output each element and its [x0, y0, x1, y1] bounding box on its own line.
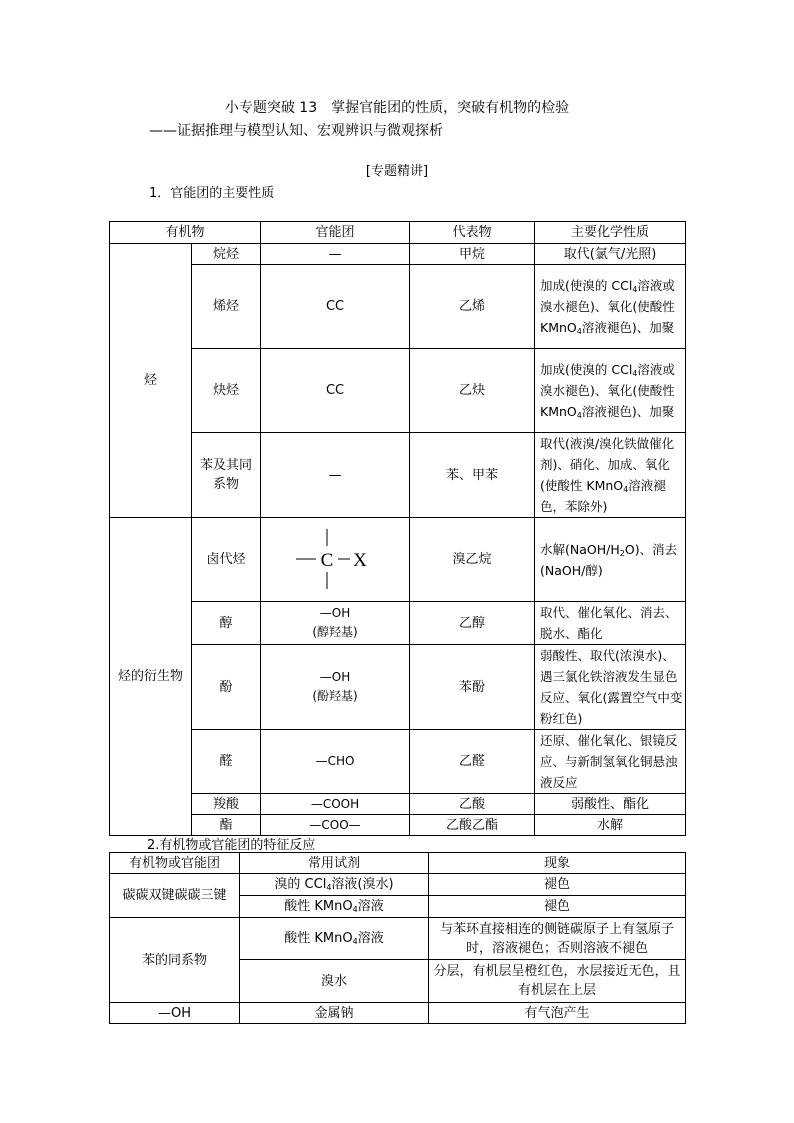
class-cell: 酯 [192, 815, 261, 836]
group-cell: —CHO [261, 730, 410, 794]
rep-cell: 溴乙烷 [410, 518, 535, 602]
props-cell: 取代(氯气/光照) [535, 244, 686, 265]
phenom-cell: 与苯环直接相连的侧链碳原子上有氢原子时，溶液褪色；否则溶液不褪色 [429, 918, 686, 960]
table-header-row [110, 222, 686, 244]
props-cell: 还原、催化氧化、银镜反应、与新制氢氧化铜悬浊液反应 [535, 730, 686, 794]
table-row [110, 815, 686, 836]
table-row [110, 918, 686, 960]
header-item: 有机物或官能团 [110, 853, 240, 874]
rep-cell: 乙炔 [410, 349, 535, 433]
table-row [110, 433, 686, 518]
class-cell: 苯及其同系物 [192, 433, 261, 518]
reagent-cell: 金属钠 [240, 1003, 429, 1024]
props-cell: 水解$(NaOH/H_2O)$、消去(NaOH/醇) [535, 518, 686, 602]
rep-cell: 甲烷 [410, 244, 535, 265]
reagent-cell: 酸性 KMnO$_4$溶液 [240, 918, 429, 960]
header-organic: 有机物 [110, 222, 261, 244]
props-cell: 取代、催化氧化、消去、脱水、酯化 [535, 602, 686, 645]
rep-cell: 苯、甲苯 [410, 433, 535, 518]
props-cell: 弱酸性、酯化 [535, 794, 686, 815]
class-cell: 羧酸 [192, 794, 261, 815]
table-row [110, 730, 686, 794]
group-hydrocarbon: 烃 [110, 244, 192, 518]
phenom-cell: 有气泡产生 [429, 1003, 686, 1024]
props-cell: 加成(使溴的 CCl$_4$溶液或溴水褪色)、氧化(使酸性 KMnO$_4$溶液褪色)、加聚 [535, 349, 686, 433]
group-cell: —OH (醇羟基) [261, 602, 410, 645]
table-row [110, 794, 686, 815]
class-cell: 卤代烃 [192, 518, 261, 602]
props-cell: 水解 [535, 815, 686, 836]
functional-group-table [109, 221, 686, 836]
section-label: [专题精讲] [365, 164, 429, 179]
group-cell: — [261, 433, 410, 518]
rep-cell: 乙烯 [410, 265, 535, 349]
item-cell: 碳碳双键碳碳三键 [110, 874, 240, 918]
props-cell: 取代(液溴/溴化铁做催化剂)、硝化、加成、氧化(使酸性 KMnO$_4$溶液褪色，苯除外) [535, 433, 686, 518]
reagent-cell: 溴水 [240, 960, 429, 1003]
characteristic-reaction-table [109, 852, 686, 1024]
group-cell: CC [261, 349, 410, 433]
haloalkane-structure [261, 518, 410, 602]
table-row [110, 518, 686, 602]
rep-cell: 苯酚 [410, 645, 535, 730]
rep-cell: 乙酸乙酯 [410, 815, 535, 836]
props-cell: 弱酸性、取代(浓溴水)、遇三氯化铁溶液发生显色反应、氧化(露置空气中变粉红色) [535, 645, 686, 730]
header-properties: 主要化学性质 [535, 222, 686, 244]
props-cell: 加成(使溴的 CCl$_4$溶液或溴水褪色)、氧化(使酸性 KMnO$_4$溶液褪色)、加聚 [535, 265, 686, 349]
class-cell: 醇 [192, 602, 261, 645]
group-derivative: 烃的衍生物 [110, 518, 192, 836]
header-phenomenon: 现象 [429, 853, 686, 874]
table-row [110, 265, 686, 349]
phenom-cell: 分层，有机层呈橙红色，水层接近无色，且有机层在上层 [429, 960, 686, 1003]
rep-cell: 乙醇 [410, 602, 535, 645]
header-functional-group: 官能团 [261, 222, 410, 244]
class-cell: 醛 [192, 730, 261, 794]
document-title: 小专题突破 13 掌握官能团的性质，突破有机物的检验 [224, 100, 570, 116]
group-cell: — [261, 244, 410, 265]
reagent-cell: 酸性 KMnO$_4$溶液 [240, 896, 429, 918]
item-cell: —OH [110, 1003, 240, 1024]
table-row [110, 602, 686, 645]
header-representative: 代表物 [410, 222, 535, 244]
table-row [110, 645, 686, 730]
class-cell: 烷烃 [192, 244, 261, 265]
heading-functional-groups: 1．官能团的主要性质 [149, 186, 275, 201]
header-reagent: 常用试剂 [240, 853, 429, 874]
table-row [110, 349, 686, 433]
rep-cell: 乙醛 [410, 730, 535, 794]
rep-cell: 乙酸 [410, 794, 535, 815]
group-cell: —COOH [261, 794, 410, 815]
item-cell: 苯的同系物 [110, 918, 240, 1003]
table-row [110, 1003, 686, 1024]
document-subtitle: ——证据推理与模型认知、宏观辨识与微观探析 [149, 123, 443, 139]
carbon-atom-label: C [320, 549, 334, 571]
reagent-cell: 溴的 CCl$_4$溶液(溴水) [240, 874, 429, 896]
group-cell: —COO— [261, 815, 410, 836]
group-cell: —OH (酚羟基) [261, 645, 410, 730]
phenom-cell: 褪色 [429, 896, 686, 918]
heading-characteristic-reactions: 2.有机物或官能团的特征反应 [147, 838, 316, 853]
class-cell: 炔烃 [192, 349, 261, 433]
class-cell: 酚 [192, 645, 261, 730]
carbon-halogen-bond-diagram [290, 525, 380, 595]
table-row [110, 244, 686, 265]
halogen-label: X [353, 549, 367, 571]
table-row [110, 874, 686, 896]
phenom-cell: 褪色 [429, 874, 686, 896]
table-header-row [110, 853, 686, 874]
class-cell: 烯烃 [192, 265, 261, 349]
group-cell: CC [261, 265, 410, 349]
